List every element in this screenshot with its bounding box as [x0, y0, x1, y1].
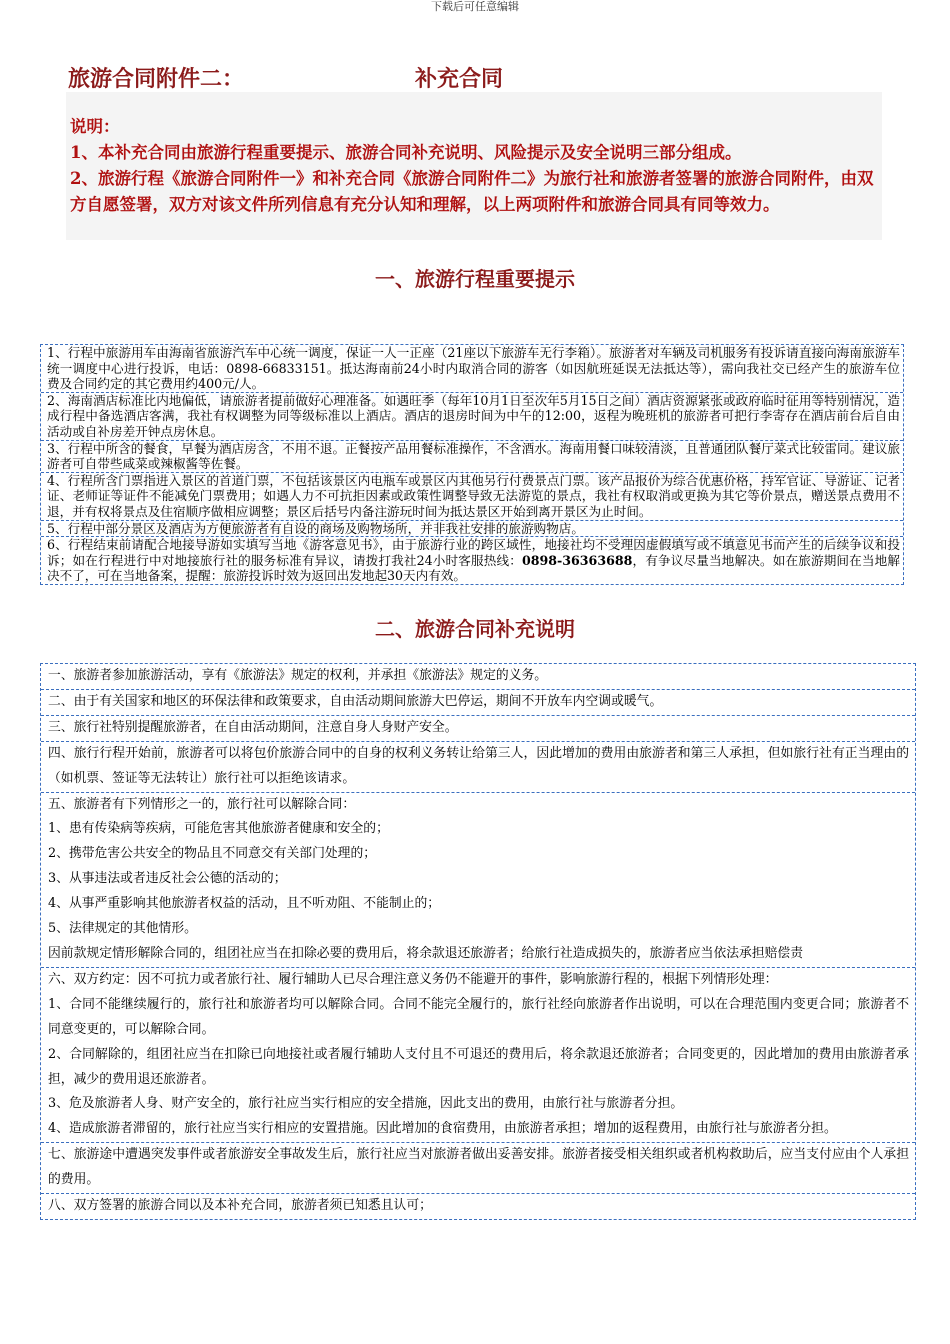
- s2-group: [41, 1194, 915, 1219]
- title-right: 补充合同: [415, 66, 504, 92]
- header-note: 下载后可任意编辑: [431, 0, 519, 13]
- s2-line: 2、携带危害公共安全的物品且不同意交有关部门处理的；: [48, 846, 377, 862]
- s2-line: 2、合同解除的，组团社应当在扣除已向地接社或者履行辅助人支付且不可退还的费用后，将余款退还旅游者；合同变更的，因此增加的费用由旅游者承担，减少的费用退还旅游者。: [48, 1046, 909, 1087]
- intro-label: 说明：: [70, 117, 120, 136]
- s1-item-2: 2、海南酒店标准比内地偏低，请旅游者提前做好心理准备。如遇旺季（每年10月1日至次年5月15日之间）酒店资源紧张或政府临时征用等特别情况，造成行程中备选酒店客满，我社有权调整为同等级标准以上酒店。酒店的退房时间为中午的12:00，返程为晚班机的旅游者可把行李寄存在酒店前台后自由活动或自补房差开钟点房休息。: [41, 393, 903, 441]
- s1-item-6-text-a: 6、行程结束前请配合地接导游如实填写当地《游客意见书》，由于旅游行业的跨区域性，地接社均不受理因虚假填写或不填意见书而产生的后续争议和投诉；如在行程进行中对地接旅行社的服务标准有异议，请拨打我社24小时客服热线：: [47, 537, 900, 568]
- s2-line: 三、旅行社特别提醒旅游者，在自由活动期间，注意自身人身财产安全。: [48, 719, 458, 735]
- s1-item-5: 5、行程中部分景区及酒店为方便旅游者有自设的商场及购物场所，并非我社安排的旅游购物店。: [41, 521, 903, 538]
- s2-line: 一、旅游者参加旅游活动，享有《旅游法》规定的权利，并承担《旅游法》规定的义务。: [48, 668, 548, 683]
- intro-line-2: 2、旅游行程《旅游合同附件一》和补充合同《旅游合同附件二》为旅行社和旅游者签署的旅游合同附件，由双方自愿签署，双方对该文件所列信息有充分认知和理解，以上两项附件和旅游合同具有同等效力。: [70, 169, 874, 214]
- title-left: 旅游合同附件二：: [68, 66, 245, 92]
- s1-item-6-text-b: ，有争议尽量当地解决。如在旅游期间在当地解决不了，可在当地备案，提醒：旅游投诉时效为返回出发地起30天内有效。: [47, 552, 901, 584]
- s2-line: 七、旅游途中遭遇突发事件或者旅游安全事故发生后，旅行社应当对旅游者做出妥善安排。旅游者接受相关组织或者机构救助后，应当支付应由个人承担的费用。: [48, 1147, 909, 1188]
- s2-line: 二、由于有关国家和地区的环保法律和政策要求，自由活动期间旅游大巴停运，期间不开放车内空调或暖气。: [48, 693, 663, 709]
- s2-group: [41, 664, 915, 690]
- s2-line: 六、双方约定：因不可抗力或者旅行社、履行辅助人已尽合理注意义务仍不能避开的事件，影响旅游行程的，根据下列情形处理：: [48, 971, 778, 987]
- s1-item-4: 4、行程所含门票指进入景区的首道门票，不包括该景区内电瓶车或景区内其他另行付费景点门票。该产品报价为综合优惠价格，持军官证、导游证、记者证、老师证等证件不能减免门票费用；如遇人力不可抗拒因素或政策性调整导致无法游览的景点，我社有权取消或更换为其它等价景点，赠送景点费用不退，并有权将景点及住宿顺序做相应调整；景区后括号内备注游玩时间为抵达景区开始到离开景区为止时间。: [41, 473, 903, 521]
- s2-line: 4、从事严重影响其他旅游者权益的活动，且不听劝阻、不能制止的；: [48, 896, 441, 912]
- s1-item-6: [41, 537, 903, 584]
- section-1-title: 一、旅游行程重要提示: [375, 267, 575, 291]
- s2-line: 五、旅游者有下列情形之一的，旅行社可以解除合同：: [48, 796, 356, 812]
- s1-item-3: 3、行程中所含的餐食，早餐为酒店房含，不用不退。正餐按产品用餐标准操作，不含酒水。海南用餐口味较清淡，且普通团队餐厅菜式比较雷同。建议旅游者可自带些咸菜或辣椒酱等佐餐。: [41, 441, 903, 473]
- s1-item-1: 1、行程中旅游用车由海南省旅游汽车中心统一调度，保证一人一正座（21座以下旅游车无行李箱）。旅游者对车辆及司机服务有投诉请直接向海南旅游车统一调度中心进行投诉，电话：0898-66833151。抵达海南前24小时内取消合同的游客（如因航班延误无法抵达等），需向我社交已经产生的旅游车位费及合同约定的其它费用约400元/人。: [41, 345, 903, 393]
- s2-line: 因前款规定情形解除合同的，组团社应当在扣除必要的费用后，将余款退还旅游者；给旅行社造成损失的，旅游者应当依法承担赔偿责: [48, 945, 804, 961]
- section-2-box: [40, 663, 916, 1220]
- intro-box: [66, 92, 882, 240]
- s2-line: 3、危及旅游者人身、财产安全的，旅行社应当实行相应的安全措施，因此支出的费用，由旅行社与旅游者分担。: [48, 1096, 684, 1112]
- s2-group: [41, 1143, 915, 1194]
- s2-group: [41, 742, 915, 793]
- s2-group: [41, 793, 915, 968]
- section-2-title: 二、旅游合同补充说明: [375, 617, 575, 641]
- s2-group: [41, 716, 915, 742]
- s2-line: 四、旅行行程开始前，旅游者可以将包价旅游合同中的自身的权利义务转让给第三人，因此增加的费用由旅游者和第三人承担，但如旅行社有正当理由的（如机票、签证等无法转让）旅行社可以拒绝该请求。: [48, 745, 909, 786]
- s2-line: 八、双方签署的旅游合同以及本补充合同，旅游者须已知悉且认可；: [48, 1198, 432, 1214]
- s2-line: 3、从事违法或者违反社会公德的活动的；: [48, 871, 287, 887]
- document-title: [68, 62, 883, 96]
- section-1-box: [40, 344, 904, 585]
- s2-line: 4、造成旅游者滞留的，旅行社应当实行相应的安置措施。因此增加的食宿费用，由旅游者承担；增加的返程费用，由旅行社与旅游者分担。: [48, 1121, 837, 1137]
- intro-line-1: 1、本补充合同由旅游行程重要提示、旅游合同补充说明、风险提示及安全说明三部分组成。: [70, 143, 742, 162]
- s2-line: 5、法律规定的其他情形。: [48, 921, 197, 937]
- s2-group: [41, 690, 915, 716]
- hotline-phone: 0898-36363688: [521, 552, 633, 568]
- s2-line: 1、患有传染病等疾病，可能危害其他旅游者健康和安全的；: [48, 821, 389, 837]
- s2-group: [41, 968, 915, 1143]
- s2-line: 1、合同不能继续履行的，旅行社和旅游者均可以解除合同。合同不能完全履行的，旅行社经向旅游者作出说明，可以在合理范围内变更合同；旅游者不同意变更的，可以解除合同。: [48, 996, 909, 1037]
